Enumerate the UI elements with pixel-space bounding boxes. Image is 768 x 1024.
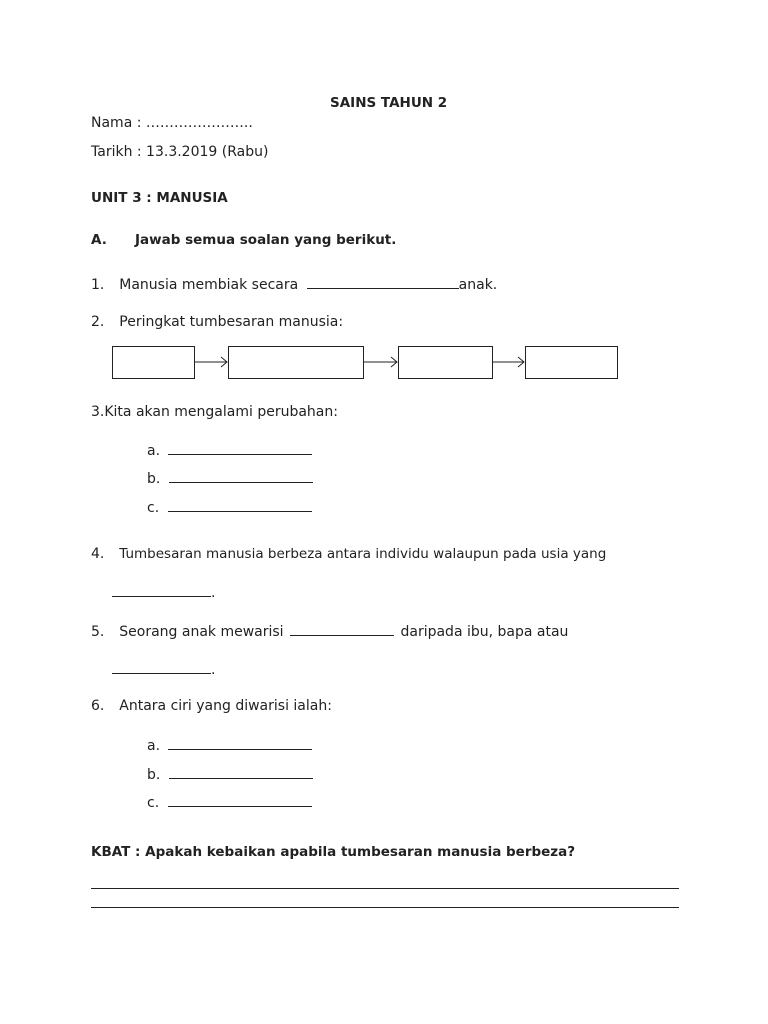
answer-blank[interactable]: [290, 622, 394, 636]
kbat-answer-line-2[interactable]: [91, 907, 679, 908]
question-text: Peringkat tumbesaran manusia:: [119, 314, 344, 330]
question-text: Antara ciri yang diwarisi ialah:: [119, 698, 332, 714]
date-line: Tarikh : 13.3.2019 (Rabu): [91, 144, 269, 160]
answer-blank[interactable]: [168, 736, 312, 750]
option-label: c.: [147, 795, 160, 811]
option-row: [147, 765, 313, 784]
kbat-question: KBAT : Apakah kebaikan apabila tumbesaran manusia berbeza?: [91, 844, 576, 860]
question-3: 3.Kita akan mengalami perubahan:: [91, 404, 338, 420]
question-text-end: anak.: [458, 277, 498, 293]
option-label: b.: [147, 471, 161, 487]
answer-blank[interactable]: [112, 660, 211, 674]
option-row: [147, 736, 312, 755]
worksheet-title: SAINS TAHUN 2: [330, 95, 448, 111]
question-number: 2.: [91, 314, 105, 330]
section-letter: A.: [91, 232, 107, 248]
sentence-end: .: [211, 585, 216, 601]
question-5-answer: [112, 660, 215, 679]
question-6: [91, 697, 332, 715]
option-label: a.: [147, 738, 161, 754]
section-instruction: Jawab semua soalan yang berikut.: [135, 232, 397, 248]
question-5: [91, 622, 568, 641]
question-text: Tumbesaran manusia berbeza antara individu walaupun pada usia yang: [119, 546, 607, 562]
answer-blank[interactable]: [168, 498, 312, 512]
question-text-end: daripada ibu, bapa atau: [400, 624, 569, 640]
question-text: Manusia membiak secara: [119, 277, 299, 293]
sentence-end: .: [211, 662, 216, 678]
question-text: Seorang anak mewarisi: [119, 624, 284, 640]
answer-blank[interactable]: [168, 441, 312, 455]
option-label: b.: [147, 767, 161, 783]
name-field[interactable]: Nama : …………………..: [91, 115, 253, 131]
kbat-answer-line-1[interactable]: [91, 888, 679, 889]
question-4: [91, 545, 606, 563]
option-row: [147, 498, 312, 517]
question-number: 6.: [91, 698, 105, 714]
option-row: [147, 793, 312, 812]
option-row: [147, 469, 313, 488]
question-4-answer: [112, 583, 215, 602]
option-row: [147, 441, 312, 460]
unit-heading: UNIT 3 : MANUSIA: [91, 190, 228, 206]
answer-blank[interactable]: [112, 583, 211, 597]
answer-blank[interactable]: [169, 469, 313, 483]
option-label: c.: [147, 500, 160, 516]
answer-blank[interactable]: [169, 765, 313, 779]
question-number: 5.: [91, 624, 105, 640]
answer-blank[interactable]: [168, 793, 312, 807]
question-number: 4.: [91, 546, 105, 562]
question-number: 1.: [91, 277, 105, 293]
option-label: a.: [147, 443, 161, 459]
